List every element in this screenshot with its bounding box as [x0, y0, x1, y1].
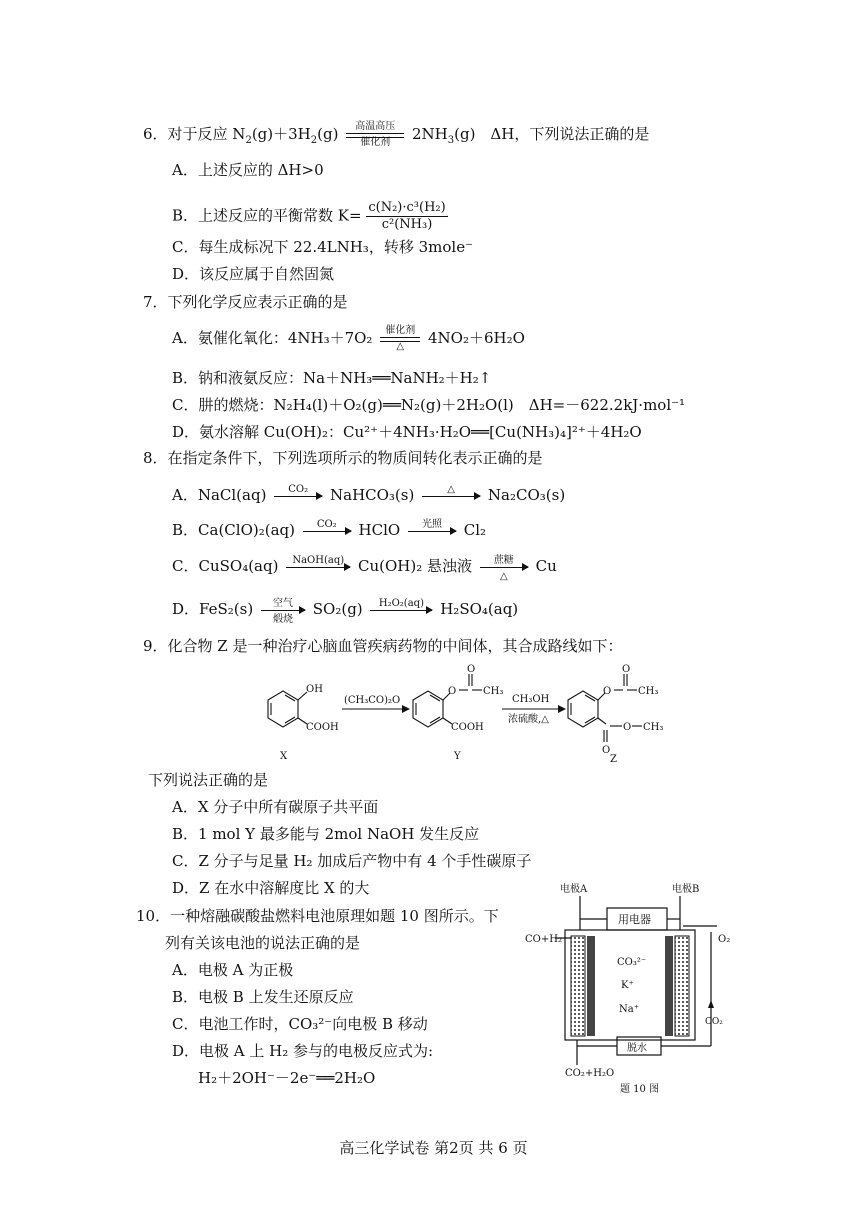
q8-c-p3: Cu: [535, 557, 557, 575]
co2-arrow-head: [708, 1000, 714, 1008]
q8-option-a: [172, 485, 565, 505]
q8-c-arrow-2-bot: △: [499, 570, 508, 582]
q7-option-a-product: 4NO₂＋6H₂O: [428, 329, 525, 347]
q7-stem: 7．下列化学反应表示正确的是: [143, 293, 348, 311]
q8-b-p3: Cl₂: [463, 521, 487, 539]
z-double-bond-2: [585, 695, 595, 701]
z-carbonyl-o: O: [622, 664, 631, 675]
q7-option-a-text: A．氨催化氧化：4NH₃＋7O₂: [172, 329, 373, 347]
q8-c-head-2: [522, 563, 529, 571]
q8-c-shaft-2: [480, 567, 528, 568]
electrode-b-inner: [665, 936, 673, 1036]
q8-a-head-1: [316, 492, 323, 500]
q7-arrow: [380, 324, 420, 352]
q10-stem-2: 列有关该电池的说法正确的是: [165, 934, 361, 952]
q6-option-a: A．上述反应的 ΔH>0: [172, 161, 324, 179]
q6-sub-1: 2: [245, 135, 252, 146]
y-double-bond-2: [430, 695, 440, 701]
q6-option-c: C．每生成标况下 22.4LNH₃，转移 3mole⁻: [172, 238, 473, 256]
q9-option-d: D．Z 在水中溶解度比 X 的大: [172, 879, 370, 897]
q8-c-head-1: [344, 563, 351, 571]
q9-arrow-1-head: [402, 705, 410, 713]
q8-a-arrow-1-label: CO₂: [288, 483, 309, 495]
q8-a-arrow-1: [274, 483, 322, 497]
q6-reaction-arrow: [346, 120, 404, 148]
q9-stem: 9．化合物 Z 是一种治疗心脑血管疾病药物的中间体，其合成路线如下：: [143, 637, 623, 655]
label-k: K⁺: [621, 980, 634, 991]
q10-option-d: D．电极 A 上 H₂ 参与的电极反应式为:: [172, 1042, 434, 1060]
q10-option-d-equation: H₂＋2OH⁻－2e⁻══2H₂O: [198, 1069, 376, 1087]
y-o-label: O: [448, 686, 457, 697]
q8-c-arrow-1: [286, 554, 350, 568]
q8-a-arrow-2-label: △: [447, 483, 455, 495]
q8-a-p3: Na₂CO₃(s): [487, 486, 566, 504]
z-ch3-label-2: CH₃: [643, 722, 664, 733]
q6-option-d: D．该反应属于自然固氮: [172, 265, 335, 283]
figure-caption: 题 10 图: [620, 1084, 660, 1095]
q8-d-arrow-1-label: 空气: [272, 597, 293, 609]
q8-d-arrow-1-bot: 煅烧: [272, 613, 293, 625]
label-device: 用电器: [618, 913, 651, 926]
electrode-a: [571, 936, 585, 1036]
q6-text-1: 6．对于反应 N: [143, 125, 246, 143]
label-co3: CO₃²⁻: [617, 957, 647, 968]
q8-d-p2: SO₂(g): [312, 600, 363, 618]
q6-text-2: (g)＋3H: [251, 125, 311, 143]
q7-arrow-top: 催化剂: [385, 324, 416, 336]
q6-option-b-fraction: [366, 200, 447, 233]
z-label: Z: [610, 754, 617, 765]
q8-b-arrow-1: [303, 518, 351, 532]
y-label: Y: [454, 751, 461, 762]
electrode-b: [675, 936, 689, 1036]
q6-fraction-num: c(N₂)·c³(H₂): [368, 200, 446, 215]
q7-option-a: [172, 324, 525, 352]
q9-ask: 下列说法正确的是: [148, 771, 269, 789]
x-cooh-label: COOH: [306, 722, 339, 733]
q7-arrow-bot: △: [396, 340, 405, 352]
q6-option-b-text: B．上述反应的平衡常数 K=: [172, 206, 362, 225]
q6-sub-2: 2: [310, 135, 318, 146]
q8-a-p2: NaHCO₃(s): [330, 486, 415, 504]
q9-arrow-2-head: [558, 705, 566, 713]
q8-d-p1: D．FeS₂(s): [172, 600, 254, 618]
q6-text-3: (g): [317, 125, 339, 143]
q8-b-p1: B．Ca(ClO)₂(aq): [172, 521, 295, 539]
q8-d-arrow-2: [370, 597, 432, 611]
x-double-bond-2: [285, 695, 295, 701]
q6-stem: [143, 120, 650, 151]
label-o2: O₂: [718, 934, 730, 945]
q8-b-arrow-1-label: CO₂: [316, 518, 337, 530]
q8-b-p2: HClO: [358, 521, 401, 539]
q6-arrow-top: 高温高压: [355, 120, 396, 132]
label-inlet: CO+H₂: [525, 934, 562, 945]
q8-d-shaft-2: [370, 610, 432, 611]
q9-reagent-2-bot: 浓硫酸,△: [508, 714, 549, 725]
q8-b-arrow-2: [408, 518, 456, 532]
label-electrode-b: 电极B: [672, 884, 700, 895]
label-electrode-a: 电极A: [560, 884, 588, 895]
q8-d-arrow-2-label: H₂O₂(aq): [378, 597, 424, 609]
q8-d-head-2: [426, 606, 433, 614]
q6-text-4: 2NH: [412, 125, 448, 143]
q6-arrow-bot: 催化剂: [360, 136, 391, 148]
q9-reagent-1: (CH₃CO)₂O: [344, 695, 401, 706]
q9-option-b: B．1 mol Y 最多能与 2mol NaOH 发生反应: [172, 825, 480, 843]
q8-c-arrow-1-label: NaOH(aq): [292, 554, 345, 566]
q8-c-p2: Cu(OH)₂ 悬浊液: [358, 557, 473, 575]
q8-c-p1: C．CuSO₄(aq): [172, 557, 279, 575]
q8-a-p1: A．NaCl(aq): [172, 486, 267, 504]
x-oh-label: OH: [306, 684, 323, 695]
z-carbonyl-o-2: O: [602, 745, 611, 756]
q6-option-b: [172, 200, 448, 233]
q6-sub-3: 3: [447, 135, 455, 146]
q8-a-shaft-2: [422, 496, 480, 497]
q8-b-arrow-2-label: 光照: [421, 518, 442, 530]
q8-d-p3: H₂SO₄(aq): [440, 600, 519, 618]
q10-option-c: C．电池工作时，CO₃²⁻向电极 B 移动: [172, 1015, 428, 1033]
x-label: X: [280, 751, 288, 762]
z-benzene-ring: [568, 691, 598, 727]
q7-option-b: B．钠和液氨反应：Na＋NH₃══NaNH₂＋H₂↑: [172, 369, 492, 387]
q8-c-arrow-2: [480, 554, 528, 582]
q8-b-head-1: [345, 527, 352, 535]
q8-d-arrow-1: [261, 597, 305, 625]
z-o-label: O: [603, 686, 612, 697]
y-cooh-label: COOH: [451, 722, 484, 733]
q8-stem: 8．在指定条件下，下列选项所示的物质间转化表示正确的是: [143, 449, 543, 467]
q10-option-b: B．电极 B 上发生还原反应: [172, 988, 354, 1006]
q8-option-b: [172, 520, 486, 540]
z-ch3-label: CH₃: [638, 686, 659, 697]
q7-option-d: D．氨水溶解 Cu(OH)₂：Cu²⁺＋4NH₃·H₂O══[Cu(NH₃)₄]²⁺＋4H₂O: [172, 423, 642, 441]
z-ester2-bond: [598, 718, 606, 724]
x-double-bond-3: [285, 717, 295, 723]
label-outlet: CO₂+H₂O: [565, 1068, 615, 1079]
z-double-bond-3: [585, 717, 595, 723]
q8-d-head-1: [299, 606, 306, 614]
q8-c-arrow-2-label: 蔗糖: [493, 554, 514, 566]
page-footer: 高三化学试卷 第2页 共 6 页: [339, 1139, 528, 1157]
q9-synthesis-scheme: [240, 662, 700, 772]
q8-c-shaft-1: [286, 567, 350, 568]
q8-a-arrow-2: [422, 483, 480, 497]
q6-text-5: (g) ΔH，下列说法正确的是: [454, 125, 650, 143]
q6-fraction-den: c²(NH₃): [381, 217, 433, 232]
q10-stem-1: 10．一种熔融碳酸盐燃料电池原理如题 10 图所示。下: [136, 907, 499, 925]
q8-a-shaft-1: [274, 496, 322, 497]
label-co2: CO₂: [705, 1017, 723, 1027]
y-benzene-ring: [413, 691, 443, 727]
label-dehydrate: 脱水: [627, 1043, 647, 1054]
z-o-label-2: O: [623, 722, 632, 733]
q8-a-head-2: [474, 492, 481, 500]
fuel-cell-diagram: [525, 880, 730, 1095]
q7-option-c: C．肼的燃烧：N₂H₄(l)＋O₂(g)══N₂(g)＋2H₂O(l) ΔH=－622.2kJ·mol⁻¹: [172, 396, 686, 414]
q10-option-a: A．电极 A 为正极: [172, 961, 294, 979]
y-double-bond-3: [430, 717, 440, 723]
q9-option-a: A．X 分子中所有碳原子共平面: [172, 798, 379, 816]
label-na: Na⁺: [619, 1004, 639, 1015]
q8-b-shaft-1: [303, 531, 351, 532]
q9-reagent-2-top: CH₃OH: [512, 694, 550, 705]
q8-option-d: [172, 597, 519, 625]
electrode-a-inner: [587, 936, 595, 1036]
y-carbonyl-o: O: [467, 664, 476, 675]
x-benzene-ring: [268, 691, 298, 727]
q8-option-c: [172, 554, 557, 582]
q8-b-head-2: [450, 527, 457, 535]
y-ch3-label: CH₃: [483, 686, 504, 697]
q9-option-c: C．Z 分子与足量 H₂ 加成后产物中有 4 个手性碳原子: [172, 852, 532, 870]
q8-b-shaft-2: [408, 531, 456, 532]
